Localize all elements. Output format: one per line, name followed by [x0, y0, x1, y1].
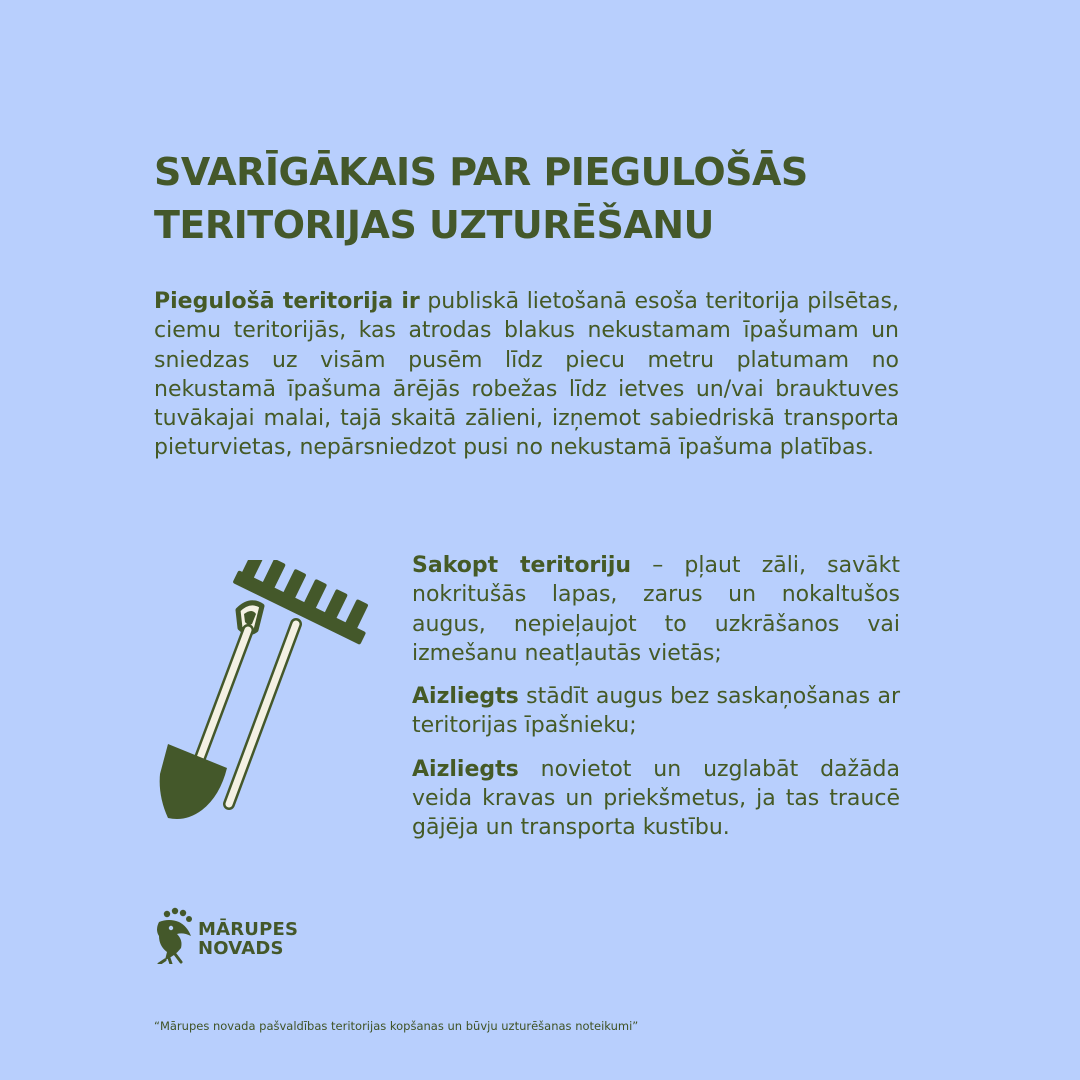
rule-item — [412, 682, 900, 741]
logo-line-2: NOVADS — [198, 938, 284, 959]
rule-bold: Aizliegts — [412, 684, 519, 710]
shovel-blade — [160, 744, 227, 819]
rule-text: stādīt augus bez saskaņošanas ar teritorijas īpašnieku; — [412, 684, 900, 739]
logo-line-1: MĀRUPES — [198, 919, 299, 940]
bird-logo-icon — [153, 906, 197, 964]
rules-list — [412, 551, 900, 857]
marupes-logo — [153, 906, 313, 966]
rule-bold: Aizliegts — [412, 756, 519, 782]
logo-text — [198, 920, 298, 958]
rule-text: novietot un uzglabāt dažāda veida kravas un priekšmetus, ja tas traucē gājēja un transporta kustību. — [412, 756, 900, 841]
page-title — [154, 146, 954, 252]
intro-bold: Piegulošā teritorija ir — [154, 289, 420, 314]
rule-text: – pļaut zāli, savākt nokritušās lapas, zarus un nokaltušos augus, nepieļaujot to uzkrāšanos vai izmešanu neatļautās vietās; — [412, 553, 900, 666]
rule-item — [412, 551, 900, 668]
intro-paragraph — [154, 287, 899, 463]
intro-text: publiskā lietošanā esoša teritorija pilsētas, ciemu teritorijās, kas atrodas blakus nekustamam īpašumam un sniedzas uz visām pusēm līdz piecu metru platumam no nekustamā īpašuma ārējās robežas līdz ietves un/vai brauktuves tuvākajai malai, tajā skaitā zālieni, izņemot sabiedriskā transporta pieturvietas, nepārsniedzot pusi no nekustamā īpašuma platības. — [154, 289, 899, 461]
rule-bold: Sakopt teritoriju — [412, 553, 632, 578]
footnote: “Mārupes novada pašvaldības teritorijas kopšanas un būvju uzturēšanas noteikumi” — [154, 1019, 639, 1033]
rule-item — [412, 755, 900, 843]
shovel-rake-icon — [150, 560, 380, 830]
title-line-2: TERITORIJAS UZTURĒŠANU — [154, 203, 714, 247]
title-line-1: SVARĪGĀKAIS PAR PIEGULOŠĀS — [154, 150, 808, 194]
